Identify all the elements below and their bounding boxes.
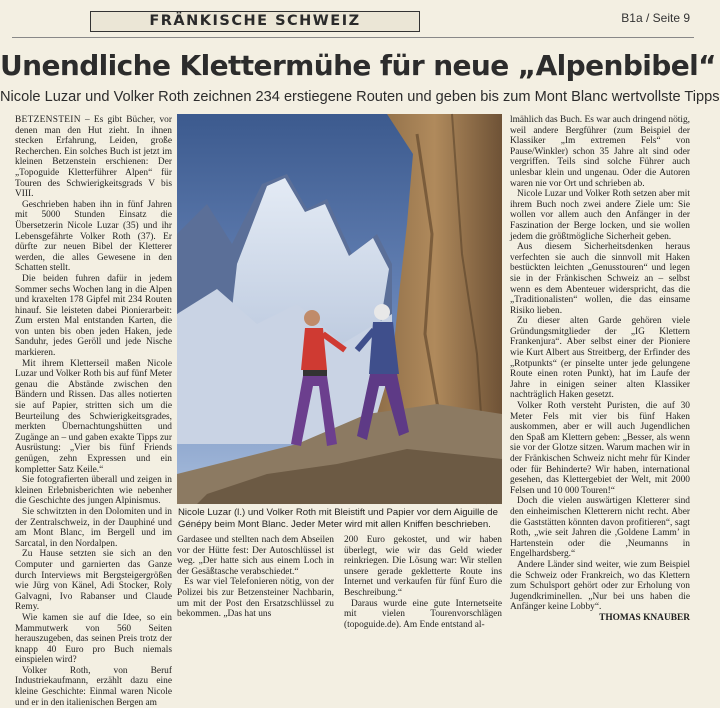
article-paragraph: Daraus wurde eine gute Internetseite mit vielen Tourenvorschlägen (topoguide.de). Am Ende entstand al- [344, 598, 502, 630]
header-rule [12, 37, 694, 38]
article-paragraph: Die beiden fuhren dafür in jedem Sommer sechs Wochen lang in die Alpen und kraxelten 178 Gipfel mit 234 Routen hinauf. Sie leisteten dabei Pionierarbeit: Zum ersten Mal entstanden Karten, die von unten bis oben jeden Haken, jede Sanduhr, jedes Geröll und jede Nische markieren. [15, 273, 172, 359]
dateline: BETZENSTEIN [15, 115, 81, 125]
article-column-3 [344, 535, 502, 630]
article-paragraph: Zu dieser alten Garde gehören viele Gründungsmitglieder der „IG Klettern Frankenjura“. Aber selbst einer der Pioniere wie Kurt Albert aus Streitberg, der Erfinder des „Rotpunkts“ (er pinselte unter jede gelungene Route einen roten Punkt), hat im Laufe der Jahre in einigen seiner alten Klassiker nachträglich Haken gesetzt. [510, 316, 690, 401]
article-paragraph: Sie schwitzten in den Dolomiten und in der Zentralschweiz, in der Dauphiné und am Mont Blanc, im Bergell und im Sarcatal, in den Nordalpen. [15, 506, 172, 549]
article-paragraph [15, 115, 172, 200]
article-photo [177, 114, 502, 504]
article-paragraph: Zu Hause setzten sie sich an den Computer und garnierten das Ganze durch Interviews mit Bergsteigergrößen wie Jürg von Känel, Adi Stocker, Roly Galvagni, Ivo Rabanser und Claude Remy. [15, 549, 172, 613]
article-column-4 [510, 115, 690, 623]
article-paragraph: Gardasee und stellten nach dem Abseilen vor der Hütte fest: Der Autoschlüssel ist weg. „Der hatte sich aus einem Loch in der Gesäßtasche verabschiedet.“ [177, 535, 334, 577]
article-paragraph: lmählich das Buch. Es war auch dringend nötig, weil andere Bergführer (zum Beispiel der Klassiker „Im extremen Fels“ von Pause/Winkler) schon 35 Jahre alt sind oder vergriffen. Teils sind solche Führer auch unlesbar klein und ungenau. Oder die Autoren waren nie vor Ort und schrieben ab. [510, 115, 690, 189]
climbers-mountain-photo [177, 114, 502, 504]
article-paragraph: Aus diesem Sicherheitsdenken heraus verfechten sie auch die sinnvoll mit Haken bestückten leichten „Genusstouren“ und legen sie in der Fränkischen Schweiz an – selbst wenn es dem Abenteuer widerspricht, das die „Traditionalisten“ wollen, die das einsame Risiko lieben. [510, 242, 690, 316]
article-paragraph: Nicole Luzar und Volker Roth setzen aber mit ihrem Buch noch zwei andere Ziele um: Sie wollen vor allem auch den Anfänger in der Faszination der Berge locken, und sie wollen jedem die größtmögliche Sicherheit geben. [510, 189, 690, 242]
subheadline: Nicole Luzar und Volker Roth zeichnen 234 erstiegene Routen und geben bis zum Mont Blanc wertvollste Tipps [0, 89, 720, 105]
photo-caption: Nicole Luzar (l.) und Volker Roth mit Bleistift und Papier vor dem Aiguille de Génépy beim Mont Blanc. Jeder Meter wird mit allen Kniffen beschrieben. [178, 507, 498, 530]
article-paragraph: Sie fotografierten überall und zeigen in kleinen Erlebnisberichten wie nebenher die Geschichte des jungen Alpinismus. [15, 475, 172, 507]
article-paragraph: Geschrieben haben ihn in fünf Jahren mit 5000 Stunden Einsatz die Übersetzerin Nicole Luzar (35) und ihr Lebensgefährte Volker Roth (37). Er dürfte zur neuen Bibel der Kletterer werden, die alles Gewesene in den Schatten stellt. [15, 199, 172, 274]
section-kicker: FRÄNKISCHE SCHWEIZ [149, 13, 361, 29]
article-paragraph: Es war viel Telefonieren nötig, von der Polizei bis zur Betzensteiner Nachbarin, um mit der Post den Ersatzschlüssel zu bekommen. „Das hat uns [177, 577, 334, 620]
article-paragraph: Doch die vielen auswärtigen Kletterer sind den einheimischen Kletterern nicht recht. Aber die Gaststätten könnten davon profitieren“, sagt Roth, „wie seit Jahren die ,Goldene Lamm’ in Hartenstein oder die ,Neumanns in Engelhardsberg.“ [510, 496, 690, 560]
article-paragraph: Volker Roth, von Beruf Industriekaufmann, erzählt dazu eine kleine Geschichte: Einmal waren Nicole und er in den italienischen Bergen am [15, 665, 172, 708]
article-paragraph: Volker Roth versteht Puristen, die auf 30 Meter Fels mit vier bis fünf Haken auskommen, aber er will auch Jugendlichen den Spaß am Klettern geben: „Besser, als wenn sie vor der Glotze sitzen. Warum machen wir in der Fränkischen Schweiz nicht mehr für Kinder oder für Behinderte? Wir haben, international gesehen, das Klettergebiet der Welt, mit 2000 Felsen und 10 000 Touren!“ [510, 401, 690, 496]
page-reference: B1a / Seite 9 [621, 11, 690, 25]
article-paragraph: Wie kamen sie auf die Idee, so ein Mammutwerk von 560 Seiten herauszugeben, das seinen Preis trotz der knapp 40 Euro pro Buch niemals einspielen wird? [15, 612, 172, 666]
article-paragraph: 200 Euro gekostet, und wir haben überlegt, wie wir das Geld wieder reinkriegen. Die Lösung war: Wir stellen unsere gerade gekletterte Route ins Internet und verkaufen für fünf Euro die Beschreibung.“ [344, 535, 502, 598]
paragraph-text: – Es gibt Bücher, vor denen man den Hut zieht. In ihnen stecken Erfahrung, Leiden, große Recherchen. Ein solches Buch ist jetzt im kleinen Betzenstein erschienen: Der „Topoguide Kletterführer Alpen“ für Touren des Schwierigkeitsgrads V bis VIII. [15, 115, 172, 200]
section-kicker-box [90, 11, 420, 32]
author-byline: THOMAS KNAUBER [599, 612, 690, 623]
article-paragraph: Mit ihrem Kletterseil maßen Nicole Luzar und Volker Roth bis auf fünf Meter genau die Abstände zwischen den Bändern und Rissen. Das alles notierten sie auf Papier, stritten sich um die Beurteilung des Schwierigkeitsgrades, merkten Übernachtungshütten und Zugänge an – und gaben exakte Tipps zur Ausrüstung: „Vier bis fünf Friends genügen, zehn Expressen und ein kompletter Satz Keile.“ [15, 358, 172, 475]
article-paragraph: Andere Länder sind weiter, wie zum Beispiel die Schweiz oder Frankreich, wo das Klettern zum Schulsport gehört oder zur Erholung von Jugendkriminellen. „Nur bei uns haben die Anfänger keine Lobby“. [510, 559, 690, 613]
article-column-1 [15, 115, 172, 708]
headline: Unendliche Klettermühe für neue „Alpenbibel“ [0, 49, 716, 82]
article-column-2 [177, 535, 334, 620]
